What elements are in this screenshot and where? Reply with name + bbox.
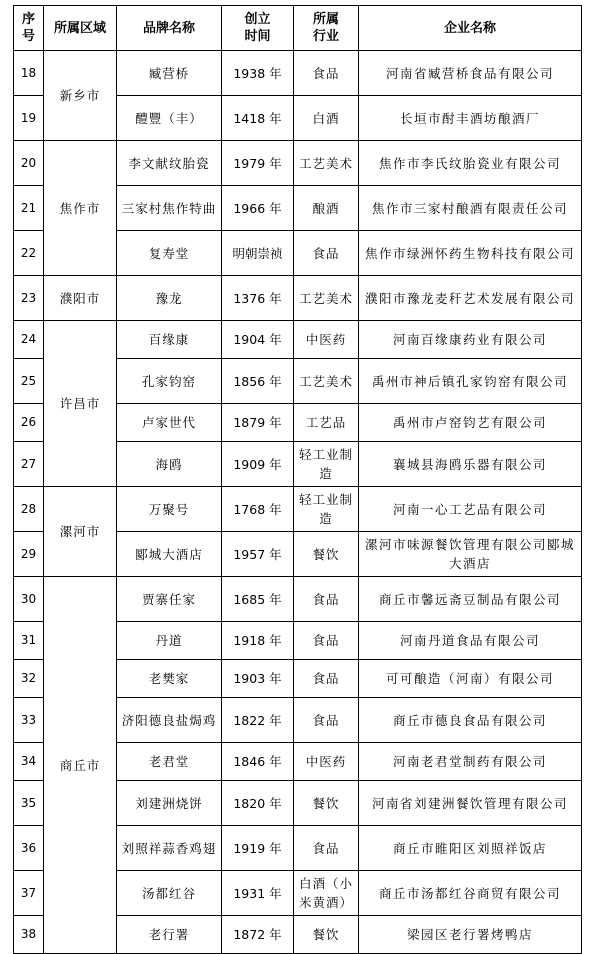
- cell-brand: 臧营桥: [117, 51, 222, 96]
- cell-founded: 1931 年: [222, 871, 294, 916]
- cell-brand: 丹道: [117, 622, 222, 660]
- header-region: 所属区域: [44, 6, 117, 51]
- table-row: [14, 51, 582, 96]
- cell-founded: 1903 年: [222, 660, 294, 698]
- cell-brand: 郾城大酒店: [117, 532, 222, 577]
- header-industry: 所属行业: [294, 6, 359, 51]
- cell-industry: 中医药: [294, 321, 359, 359]
- cell-industry: 白酒: [294, 96, 359, 141]
- header-founded: 创立时间: [222, 6, 294, 51]
- cell-no: 30: [14, 577, 44, 622]
- cell-no: 36: [14, 826, 44, 871]
- cell-brand: 卢家世代: [117, 404, 222, 442]
- cell-industry: 中医药: [294, 743, 359, 781]
- cell-company: 商丘市德良食品有限公司: [359, 698, 582, 743]
- cell-region: 濮阳市: [44, 276, 117, 321]
- cell-brand: 贾寨任家: [117, 577, 222, 622]
- cell-no: 29: [14, 532, 44, 577]
- cell-company: 河南百缘康药业有限公司: [359, 321, 582, 359]
- header-company: 企业名称: [359, 6, 582, 51]
- cell-industry: 食品: [294, 51, 359, 96]
- cell-no: 19: [14, 96, 44, 141]
- cell-founded: 1966 年: [222, 186, 294, 231]
- cell-industry: 餐饮: [294, 916, 359, 954]
- cell-region: 焦作市: [44, 141, 117, 276]
- cell-company: 焦作市绿洲怀药生物科技有限公司: [359, 231, 582, 276]
- cell-brand: 老君堂: [117, 743, 222, 781]
- cell-company: 焦作市李氏纹胎瓷业有限公司: [359, 141, 582, 186]
- cell-industry: 食品: [294, 826, 359, 871]
- cell-no: 34: [14, 743, 44, 781]
- cell-founded: 1846 年: [222, 743, 294, 781]
- cell-founded: 1909 年: [222, 442, 294, 487]
- cell-company: 商丘市汤都红谷商贸有限公司: [359, 871, 582, 916]
- cell-founded: 明朝崇祯: [222, 231, 294, 276]
- cell-company: 濮阳市豫龙麦秆艺术发展有限公司: [359, 276, 582, 321]
- cell-founded: 1768 年: [222, 487, 294, 532]
- cell-region: 商丘市: [44, 577, 117, 954]
- brand-table-container: [13, 5, 582, 954]
- cell-founded: 1919 年: [222, 826, 294, 871]
- cell-founded: 1957 年: [222, 532, 294, 577]
- header-row: [14, 6, 582, 51]
- cell-company: 商丘市睢阳区刘照祥饭店: [359, 826, 582, 871]
- cell-industry: 食品: [294, 698, 359, 743]
- cell-company: 梁园区老行署烤鸭店: [359, 916, 582, 954]
- cell-brand: 三家村焦作特曲: [117, 186, 222, 231]
- cell-no: 22: [14, 231, 44, 276]
- cell-industry: 食品: [294, 660, 359, 698]
- cell-company: 河南丹道食品有限公司: [359, 622, 582, 660]
- cell-industry: 工艺品: [294, 404, 359, 442]
- cell-company: 漯河市味源餐饮管理有限公司郾城大酒店: [359, 532, 582, 577]
- cell-no: 38: [14, 916, 44, 954]
- cell-region: 许昌市: [44, 321, 117, 487]
- cell-brand: 海鸥: [117, 442, 222, 487]
- cell-company: 河南老君堂制药有限公司: [359, 743, 582, 781]
- cell-brand: 老行署: [117, 916, 222, 954]
- cell-founded: 1904 年: [222, 321, 294, 359]
- cell-industry: 食品: [294, 231, 359, 276]
- cell-brand: 醴豐（丰）: [117, 96, 222, 141]
- cell-brand: 孔家钧窑: [117, 359, 222, 404]
- cell-brand: 豫龙: [117, 276, 222, 321]
- cell-brand: 刘建洲烧饼: [117, 781, 222, 826]
- cell-company: 襄城县海鸥乐器有限公司: [359, 442, 582, 487]
- cell-industry: 食品: [294, 577, 359, 622]
- cell-no: 21: [14, 186, 44, 231]
- cell-industry: 餐饮: [294, 781, 359, 826]
- cell-industry: 工艺美术: [294, 359, 359, 404]
- cell-industry: 工艺美术: [294, 276, 359, 321]
- cell-founded: 1685 年: [222, 577, 294, 622]
- brand-table: [13, 5, 582, 954]
- cell-company: 焦作市三家村酿酒有限责任公司: [359, 186, 582, 231]
- cell-industry: 食品: [294, 622, 359, 660]
- header-no: 序号: [14, 6, 44, 51]
- cell-founded: 1879 年: [222, 404, 294, 442]
- cell-company: 商丘市馨远斋豆制品有限公司: [359, 577, 582, 622]
- cell-no: 26: [14, 404, 44, 442]
- cell-company: 可可酿造（河南）有限公司: [359, 660, 582, 698]
- cell-industry: 酿酒: [294, 186, 359, 231]
- cell-industry: 工艺美术: [294, 141, 359, 186]
- cell-brand: 济阳德良盐焗鸡: [117, 698, 222, 743]
- cell-brand: 刘照祥蒜香鸡翅: [117, 826, 222, 871]
- cell-no: 28: [14, 487, 44, 532]
- cell-no: 37: [14, 871, 44, 916]
- cell-no: 31: [14, 622, 44, 660]
- cell-founded: 1938 年: [222, 51, 294, 96]
- cell-founded: 1820 年: [222, 781, 294, 826]
- cell-industry: 轻工业制造: [294, 442, 359, 487]
- cell-no: 25: [14, 359, 44, 404]
- cell-founded: 1418 年: [222, 96, 294, 141]
- cell-brand: 汤都红谷: [117, 871, 222, 916]
- cell-brand: 万聚号: [117, 487, 222, 532]
- cell-no: 18: [14, 51, 44, 96]
- cell-no: 20: [14, 141, 44, 186]
- cell-no: 33: [14, 698, 44, 743]
- cell-company: 河南省臧营桥食品有限公司: [359, 51, 582, 96]
- cell-no: 35: [14, 781, 44, 826]
- cell-no: 27: [14, 442, 44, 487]
- cell-industry: 白酒（小米黄酒）: [294, 871, 359, 916]
- cell-founded: 1376 年: [222, 276, 294, 321]
- cell-industry: 轻工业制造: [294, 487, 359, 532]
- cell-region: 新乡市: [44, 51, 117, 141]
- table-row: [14, 276, 582, 321]
- table-row: [14, 487, 582, 532]
- cell-company: 长垣市酎丰酒坊酿酒厂: [359, 96, 582, 141]
- cell-no: 23: [14, 276, 44, 321]
- cell-company: 禹州市卢窑钧艺有限公司: [359, 404, 582, 442]
- cell-founded: 1979 年: [222, 141, 294, 186]
- cell-founded: 1822 年: [222, 698, 294, 743]
- cell-founded: 1872 年: [222, 916, 294, 954]
- cell-company: 禹州市神后镇孔家钧窑有限公司: [359, 359, 582, 404]
- cell-industry: 餐饮: [294, 532, 359, 577]
- cell-brand: 老樊家: [117, 660, 222, 698]
- cell-no: 32: [14, 660, 44, 698]
- cell-brand: 百缘康: [117, 321, 222, 359]
- cell-brand: 李文献纹胎瓷: [117, 141, 222, 186]
- cell-no: 24: [14, 321, 44, 359]
- table-row: [14, 577, 582, 622]
- cell-company: 河南一心工艺品有限公司: [359, 487, 582, 532]
- cell-region: 漯河市: [44, 487, 117, 577]
- header-brand: 品牌名称: [117, 6, 222, 51]
- table-row: [14, 321, 582, 359]
- cell-brand: 复寿堂: [117, 231, 222, 276]
- cell-founded: 1856 年: [222, 359, 294, 404]
- cell-company: 河南省刘建洲餐饮管理有限公司: [359, 781, 582, 826]
- table-row: [14, 141, 582, 186]
- cell-founded: 1918 年: [222, 622, 294, 660]
